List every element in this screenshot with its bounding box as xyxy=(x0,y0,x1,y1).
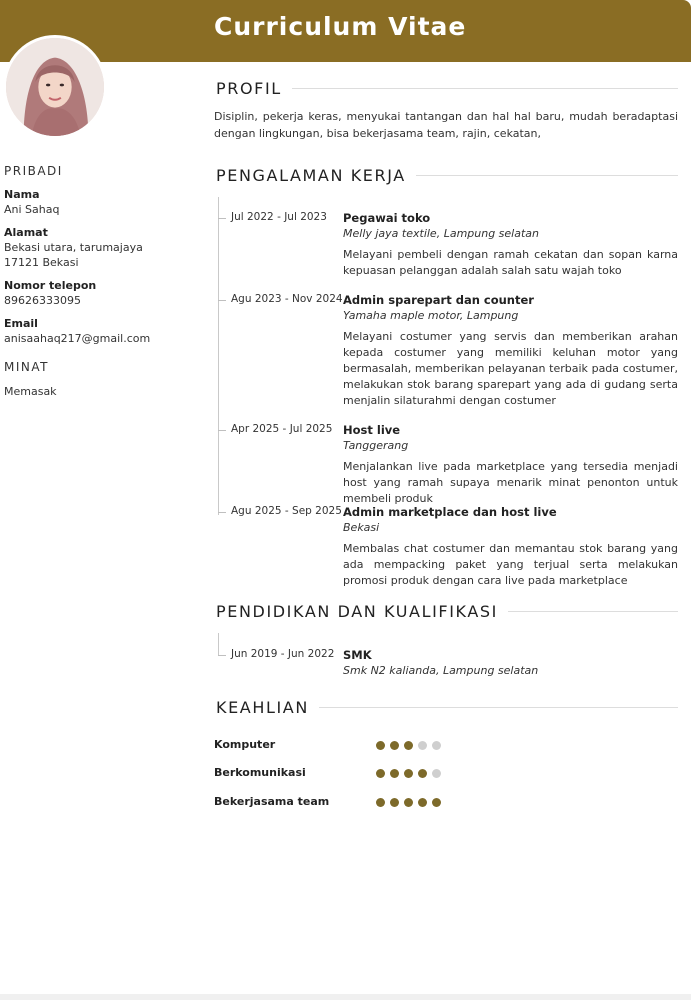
skill-name: Bekerjasama team xyxy=(214,795,330,808)
entry-desc: Membalas chat costumer dan memantau stok barang yang ada mempacking paket yang terjual serta melakukan promosi produk dengan cara live pada marketplace xyxy=(343,542,678,587)
skill-row xyxy=(214,766,474,780)
entry-title: Admin marketplace dan host live xyxy=(343,505,557,519)
nama-label: Nama xyxy=(4,188,40,201)
rating-dot-empty xyxy=(418,741,427,750)
sidebar-item-email xyxy=(4,317,194,346)
email-line: anisaahaq217@gmail.com xyxy=(4,332,151,345)
rating-dot-filled xyxy=(404,741,413,750)
entry-date: Apr 2025 - Jul 2025 xyxy=(231,423,333,435)
timeline-tick xyxy=(218,430,226,431)
email-value xyxy=(4,331,194,346)
nama-line: Ani Sahaq xyxy=(4,203,60,216)
rating-dot-filled xyxy=(418,798,427,807)
keahlian-heading-row xyxy=(214,698,678,717)
minat-value: Memasak xyxy=(4,385,57,398)
skill-row xyxy=(214,738,474,752)
entry-desc: Menjalankan live pada marketplace yang tersedia menjadi host yang ramah supaya menarik minat penonton untuk membeli produk xyxy=(343,460,678,505)
rating-dot-filled xyxy=(376,769,385,778)
divider xyxy=(292,88,678,89)
entry-place: Bekasi xyxy=(343,521,380,534)
rating-dot-filled xyxy=(390,741,399,750)
timeline-line xyxy=(218,197,219,515)
nama-value xyxy=(4,202,194,217)
entry-place: Melly jaya textile, Lampung selatan xyxy=(343,227,540,240)
timeline-tick xyxy=(218,218,226,219)
skill-name: Berkomunikasi xyxy=(214,766,306,779)
page-title: Curriculum Vitae xyxy=(214,12,467,41)
pengalaman-heading: PENGALAMAN KERJA xyxy=(216,166,406,185)
alamat-label: Alamat xyxy=(4,226,48,239)
rating-dot-filled xyxy=(404,798,413,807)
minat-section xyxy=(4,360,194,399)
divider xyxy=(319,707,678,708)
alamat-value xyxy=(4,240,194,270)
entry-desc: Melayani costumer yang servis dan memberikan arahan kepada costumer yang memiliki keluhan motor yang bermasalah, memberikan pelayanan terbaik pada costumer, melakukan stok barang sparepart yang ada di gudang serta menjalin silaturahmi dengan costumer xyxy=(343,330,678,407)
keahlian-heading: KEAHLIAN xyxy=(216,698,309,717)
page-bottom-edge xyxy=(0,994,691,1000)
profil-text: Disiplin, pekerja keras, menyukai tantangan dan hal hal baru, mudah beradaptasi dengan lingkungan, bisa bekerjasama team, rajin, cekatan, xyxy=(214,110,678,140)
sidebar-item-telepon xyxy=(4,279,194,308)
rating-dot-filled xyxy=(376,741,385,750)
entry-date: Agu 2025 - Sep 2025 xyxy=(231,505,342,517)
rating-dot-filled xyxy=(404,769,413,778)
entry-desc: Melayani pembeli dengan ramah cekatan dan sopan karna kepuasan pelanggan adalah salah satu wajah toko xyxy=(343,248,678,277)
entry-place: Yamaha maple motor, Lampung xyxy=(343,309,519,322)
entry-date: Jul 2022 - Jul 2023 xyxy=(231,211,327,223)
sidebar-item-alamat xyxy=(4,226,194,270)
entry-body xyxy=(343,648,678,678)
alamat-line-2: 17121 Bekasi xyxy=(4,256,79,269)
rating-dot-filled xyxy=(390,769,399,778)
entry-place: Smk N2 kalianda, Lampung selatan xyxy=(343,664,539,677)
divider xyxy=(508,611,678,612)
timeline-tick xyxy=(218,300,226,301)
rating-dot-filled xyxy=(390,798,399,807)
timeline-tick xyxy=(218,512,226,513)
rating-dot-filled xyxy=(418,769,427,778)
entry-body xyxy=(343,505,678,589)
pendidikan-heading: PENDIDIKAN DAN KUALIFIKASI xyxy=(216,602,498,621)
timeline-line xyxy=(218,633,219,655)
entry-title: Host live xyxy=(343,423,401,437)
minat-heading: MINAT xyxy=(4,360,49,374)
telepon-value xyxy=(4,293,194,308)
skill-name: Komputer xyxy=(214,738,276,751)
skill-rating xyxy=(376,769,441,778)
rating-dot-empty xyxy=(432,769,441,778)
pengalaman-heading-row xyxy=(214,166,678,185)
header-bar xyxy=(0,0,691,62)
email-label: Email xyxy=(4,317,38,330)
entry-body xyxy=(343,423,678,507)
entry-body xyxy=(343,211,678,279)
divider xyxy=(416,175,678,176)
pendidikan-heading-row xyxy=(214,602,678,621)
alamat-line-1: Bekasi utara, tarumajaya xyxy=(4,241,143,254)
skill-row xyxy=(214,795,474,809)
rating-dot-filled xyxy=(376,798,385,807)
entry-body xyxy=(343,293,678,409)
profil-heading-row xyxy=(214,79,678,98)
sidebar xyxy=(4,164,194,408)
entry-place: Tanggerang xyxy=(343,439,409,452)
entry-title: Admin sparepart dan counter xyxy=(343,293,534,307)
timeline-tick xyxy=(218,655,226,656)
rating-dot-filled xyxy=(432,798,441,807)
rating-dot-empty xyxy=(432,741,441,750)
avatar-icon xyxy=(6,38,104,136)
entry-date: Agu 2023 - Nov 2024 xyxy=(231,293,343,305)
profil-heading: PROFIL xyxy=(216,79,282,98)
sidebar-item-nama xyxy=(4,188,194,217)
telepon-label: Nomor telepon xyxy=(4,279,97,292)
pribadi-heading: PRIBADI xyxy=(4,164,63,178)
profile-photo xyxy=(3,35,107,139)
entry-title: SMK xyxy=(343,648,372,662)
entry-date: Jun 2019 - Jun 2022 xyxy=(231,648,335,660)
entry-title: Pegawai toko xyxy=(343,211,431,225)
skill-rating xyxy=(376,741,441,750)
telepon-line: 89626333095 xyxy=(4,294,81,307)
skill-rating xyxy=(376,798,441,807)
